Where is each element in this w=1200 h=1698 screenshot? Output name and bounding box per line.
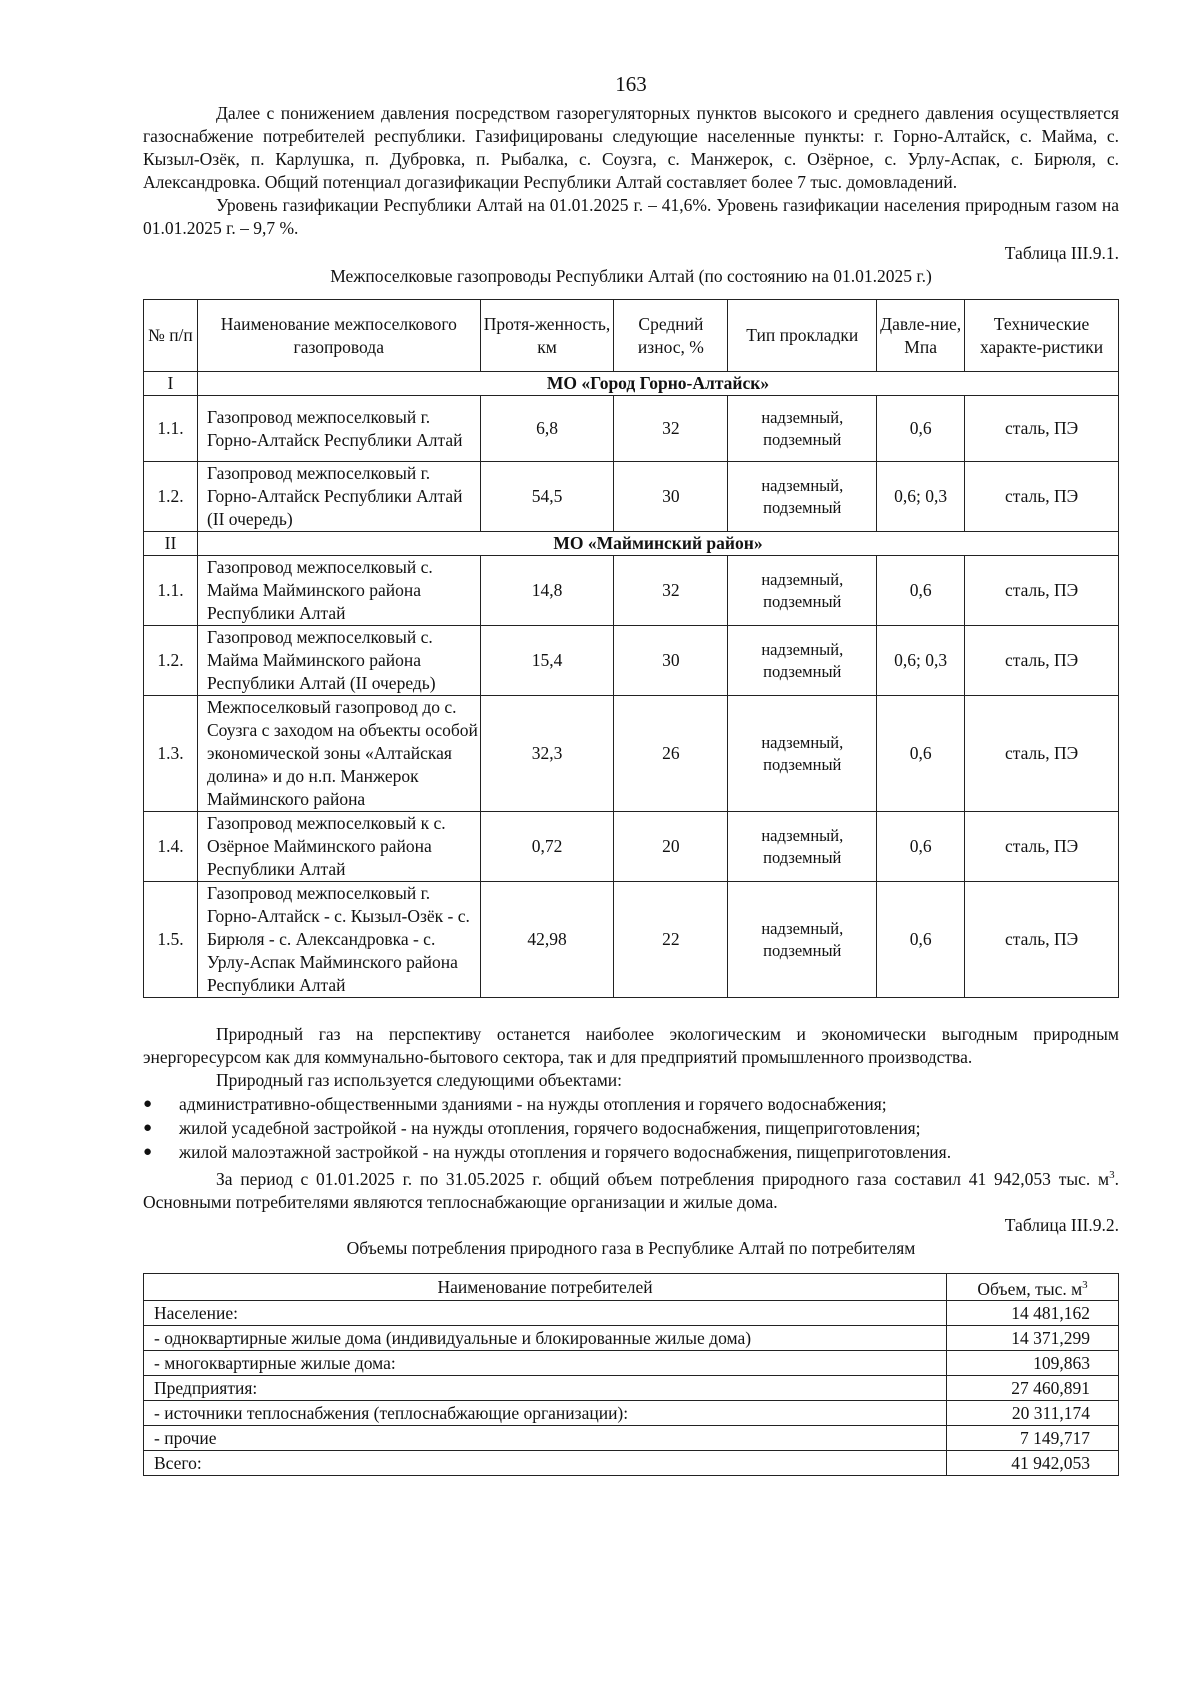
consumer-name: - источники теплоснабжения (теплоснабжающие организации): bbox=[144, 1400, 947, 1425]
paragraph-objects-intro: Природный газ используется следующими объектами: bbox=[216, 1070, 623, 1090]
document-page bbox=[143, 0, 1119, 1476]
row-name: Межпоселковый газопровод до с. Соузга с заходом на объекты особой экономической зоны «Алтайская долина» и до н.п. Манжерок Майминского района bbox=[197, 696, 480, 812]
table1-header-row bbox=[144, 300, 1119, 372]
row-wear: 32 bbox=[614, 396, 728, 462]
row-pressure: 0,6 bbox=[877, 812, 965, 882]
row-pressure: 0,6; 0,3 bbox=[877, 462, 965, 532]
consumer-volume: 7 149,717 bbox=[947, 1425, 1119, 1450]
header-name: Наименование межпоселкового газопровода bbox=[197, 300, 480, 372]
row-name: Газопровод межпоселковый г. Горно-Алтайск Республики Алтай (II очередь) bbox=[197, 462, 480, 532]
row-name: Газопровод межпоселковый к с. Озёрное Майминского района Республики Алтай bbox=[197, 812, 480, 882]
list-item bbox=[143, 1140, 1119, 1164]
row-num: 1.5. bbox=[144, 882, 198, 998]
consumption-text-a: За период с 01.01.2025 г. по 31.05.2025 г. общий объем потребления природного газа составил 41 942,053 тыс. м bbox=[216, 1168, 1110, 1189]
row-pressure: 0,6 bbox=[877, 882, 965, 998]
row-tech: сталь, ПЭ bbox=[965, 462, 1119, 532]
header-consumer-name: Наименование потребителей bbox=[144, 1273, 947, 1300]
row-type: надземный, подземный bbox=[728, 812, 877, 882]
consumer-name: Население: bbox=[144, 1300, 947, 1325]
header-tech: Технические характе-ристики bbox=[965, 300, 1119, 372]
consumer-volume: 41 942,053 bbox=[947, 1450, 1119, 1475]
table2-label: Таблица III.9.2. bbox=[1004, 1214, 1119, 1235]
header-volume-sup: 3 bbox=[1082, 1278, 1088, 1291]
consumer-volume: 27 460,891 bbox=[947, 1375, 1119, 1400]
list-item bbox=[143, 1116, 1119, 1140]
section-num: II bbox=[144, 532, 198, 556]
row-num: 1.2. bbox=[144, 462, 198, 532]
row-type: надземный, подземный bbox=[728, 396, 877, 462]
section-row bbox=[144, 532, 1119, 556]
row-length: 32,3 bbox=[480, 696, 614, 812]
row-wear: 32 bbox=[614, 556, 728, 626]
table2-caption: Объемы потребления природного газа в Республике Алтай по потребителям bbox=[346, 1237, 916, 1258]
consumer-volume: 14 481,162 bbox=[947, 1300, 1119, 1325]
header-num: № п/п bbox=[144, 300, 198, 372]
table-row bbox=[144, 1425, 1119, 1450]
bullet-icon: ● bbox=[143, 1144, 153, 1160]
table-row bbox=[144, 812, 1119, 882]
header-volume bbox=[947, 1273, 1119, 1300]
row-tech: сталь, ПЭ bbox=[965, 812, 1119, 882]
row-length: 0,72 bbox=[480, 812, 614, 882]
consumer-name: - одноквартирные жилые дома (индивидуальные и блокированные жилые дома) bbox=[144, 1325, 947, 1350]
table-row bbox=[144, 626, 1119, 696]
bullet-icon: ● bbox=[143, 1096, 153, 1112]
row-type: надземный, подземный bbox=[728, 556, 877, 626]
row-num: 1.2. bbox=[144, 626, 198, 696]
row-length: 6,8 bbox=[480, 396, 614, 462]
table-row bbox=[144, 1300, 1119, 1325]
list-item-text: жилой малоэтажной застройкой - на нужды отопления и горячего водоснабжения, пищеприготовления. bbox=[179, 1142, 952, 1162]
table1-body bbox=[144, 372, 1119, 998]
header-wear: Средний износ, % bbox=[614, 300, 728, 372]
table-row bbox=[144, 556, 1119, 626]
table-row bbox=[144, 1450, 1119, 1475]
row-pressure: 0,6 bbox=[877, 696, 965, 812]
list-item-text: жилой усадебной застройкой - на нужды отопления, горячего водоснабжения, пищеприготовления; bbox=[179, 1118, 921, 1138]
paragraph-perspective: Природный газ на перспективу останется наиболее экологическим и экономически выгодным природным энергоресурсом как для коммунально-бытового сектора, так и для предприятий промышленного производства. bbox=[143, 1024, 1119, 1067]
row-length: 42,98 bbox=[480, 882, 614, 998]
row-wear: 30 bbox=[614, 626, 728, 696]
consumers-list bbox=[143, 1092, 1119, 1164]
consumer-volume: 14 371,299 bbox=[947, 1325, 1119, 1350]
table-row bbox=[144, 1325, 1119, 1350]
row-pressure: 0,6 bbox=[877, 396, 965, 462]
page-number: 163 bbox=[615, 72, 647, 96]
consumer-name: Предприятия: bbox=[144, 1375, 947, 1400]
row-wear: 26 bbox=[614, 696, 728, 812]
row-wear: 20 bbox=[614, 812, 728, 882]
header-pressure: Давле-ние, Мпа bbox=[877, 300, 965, 372]
paragraph-consumption-total bbox=[143, 1164, 1119, 1214]
table-row bbox=[144, 462, 1119, 532]
consumption-text-b: . Основными потребителями являются теплоснабжающие организации и жилые дома. bbox=[143, 1168, 1119, 1212]
row-type: надземный, подземный bbox=[728, 626, 877, 696]
row-wear: 30 bbox=[614, 462, 728, 532]
header-volume-text: Объем, тыс. м bbox=[977, 1278, 1083, 1299]
table2-body bbox=[144, 1300, 1119, 1475]
row-num: 1.4. bbox=[144, 812, 198, 882]
section-title: МО «Город Горно-Алтайск» bbox=[197, 372, 1118, 396]
row-name: Газопровод межпоселковый с. Майма Майминского района Республики Алтай bbox=[197, 556, 480, 626]
row-name: Газопровод межпоселковый с. Майма Майминского района Республики Алтай (II очередь) bbox=[197, 626, 480, 696]
consumer-name: Всего: bbox=[144, 1450, 947, 1475]
consumption-unit-sup: 3 bbox=[1109, 1169, 1115, 1181]
row-type: надземный, подземный bbox=[728, 462, 877, 532]
table-row bbox=[144, 696, 1119, 812]
bullet-icon: ● bbox=[143, 1120, 153, 1136]
consumer-volume: 20 311,174 bbox=[947, 1400, 1119, 1425]
table1-label: Таблица III.9.1. bbox=[1004, 243, 1119, 263]
row-type: надземный, подземный bbox=[728, 882, 877, 998]
table-row bbox=[144, 882, 1119, 998]
paragraph-gasification-points: Далее с понижением давления посредством газорегуляторных пунктов высокого и среднего давления осуществляется газоснабжение потребителей республики. Газифицированы следующие населенные пункты: г. Горно-Алтайск, с. Майма, с. Кызыл-Озёк, п. Карлушка, п. Дубровка, п. Рыбалка, с. Соузга, с. Манжерок, с. Озёрное, с. Урлу-Аспак, с. Бирюля, с. Александровка. Общий потенциал догазификации Республики Алтай составляет более 7 тыс. домовладений. bbox=[143, 103, 1119, 192]
row-length: 15,4 bbox=[480, 626, 614, 696]
section-title: МО «Майминский район» bbox=[197, 532, 1118, 556]
row-wear: 22 bbox=[614, 882, 728, 998]
header-type: Тип прокладки bbox=[728, 300, 877, 372]
row-length: 54,5 bbox=[480, 462, 614, 532]
consumer-name: - прочие bbox=[144, 1425, 947, 1450]
table2-header-row bbox=[144, 1273, 1119, 1300]
section-row bbox=[144, 372, 1119, 396]
row-length: 14,8 bbox=[480, 556, 614, 626]
consumption-table bbox=[143, 1273, 1119, 1476]
row-num: 1.3. bbox=[144, 696, 198, 812]
row-num: 1.1. bbox=[144, 396, 198, 462]
row-name: Газопровод межпоселковый г. Горно-Алтайск Республики Алтай bbox=[197, 396, 480, 462]
paragraph-gasification-level: Уровень газификации Республики Алтай на 01.01.2025 г. – 41,6%. Уровень газификации населения природным газом на 01.01.2025 г. – 9,7 %. bbox=[143, 195, 1119, 238]
row-tech: сталь, ПЭ bbox=[965, 396, 1119, 462]
table-row bbox=[144, 396, 1119, 462]
header-length: Протя-женность, км bbox=[480, 300, 614, 372]
list-item-text: административно-общественными зданиями - на нужды отопления и горячего водоснабжения; bbox=[179, 1094, 887, 1114]
table-row bbox=[144, 1400, 1119, 1425]
list-item bbox=[143, 1092, 1119, 1116]
pipelines-table bbox=[143, 299, 1119, 998]
row-tech: сталь, ПЭ bbox=[965, 626, 1119, 696]
row-tech: сталь, ПЭ bbox=[965, 882, 1119, 998]
table-row bbox=[144, 1375, 1119, 1400]
consumer-name: - многоквартирные жилые дома: bbox=[144, 1350, 947, 1375]
row-pressure: 0,6; 0,3 bbox=[877, 626, 965, 696]
row-tech: сталь, ПЭ bbox=[965, 696, 1119, 812]
row-name: Газопровод межпоселковый г. Горно-Алтайск - с. Кызыл-Озёк - с. Бирюля - с. Александровка - с. Урлу-Аспак Майминского района Республики Алтай bbox=[197, 882, 480, 998]
table1-caption: Межпоселковые газопроводы Республики Алтай (по состоянию на 01.01.2025 г.) bbox=[330, 266, 932, 286]
section-num: I bbox=[144, 372, 198, 396]
row-type: надземный, подземный bbox=[728, 696, 877, 812]
table-row bbox=[144, 1350, 1119, 1375]
consumer-volume: 109,863 bbox=[947, 1350, 1119, 1375]
row-pressure: 0,6 bbox=[877, 556, 965, 626]
row-tech: сталь, ПЭ bbox=[965, 556, 1119, 626]
row-num: 1.1. bbox=[144, 556, 198, 626]
